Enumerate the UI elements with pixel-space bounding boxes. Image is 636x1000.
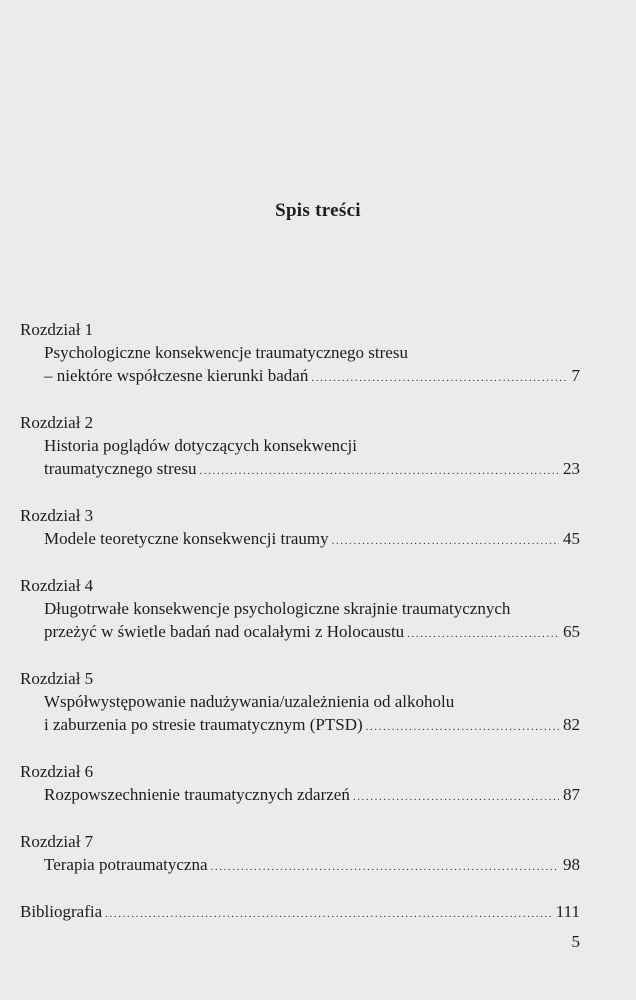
page-reference: 45	[563, 529, 580, 548]
bibliography-label: Bibliografia	[20, 902, 103, 921]
page-reference: 65	[563, 622, 580, 641]
chapter-label: Rozdział 1	[20, 320, 94, 339]
dot-leader	[366, 716, 559, 739]
toc-chapter-6	[20, 760, 580, 809]
toc-entry	[20, 853, 580, 879]
page-reference: 111	[555, 902, 580, 921]
toc-chapter-2	[20, 411, 580, 483]
dot-leader	[311, 367, 567, 390]
dot-leader	[105, 903, 552, 926]
dot-leader	[211, 856, 559, 879]
page-reference: 87	[563, 785, 580, 804]
page-reference: 82	[563, 715, 580, 734]
page-reference: 98	[563, 855, 580, 874]
chapter-title-line: i zaburzenia po stresie traumatycznym (PTSD)	[44, 715, 363, 734]
toc-entry	[20, 457, 580, 483]
chapter-label: Rozdział 2	[20, 413, 94, 432]
chapter-title-line: Terapia potraumatyczna	[44, 855, 208, 874]
dot-leader	[407, 623, 559, 646]
chapter-title-line: przeżyć w świetle badań nad ocalałymi z Holocaustu	[44, 622, 405, 641]
chapter-label: Rozdział 7	[20, 832, 94, 851]
toc-entry	[20, 713, 580, 739]
toc-entry	[20, 900, 580, 926]
chapter-title-line: Rozpowszechnienie traumatycznych zdarzeń	[44, 785, 350, 804]
chapter-title-line: – niektóre współczesne kierunki badań	[44, 366, 309, 385]
chapter-title-line: Psychologiczne konsekwencje traumatycznego stresu	[44, 343, 408, 362]
chapter-label: Rozdział 5	[20, 669, 94, 688]
toc-entry	[20, 527, 580, 553]
chapter-title-line: traumatycznego stresu	[44, 459, 197, 478]
page-number: 5	[571, 932, 580, 951]
toc-chapter-7	[20, 830, 580, 879]
dot-leader	[353, 786, 559, 809]
toc-chapter-3	[20, 504, 580, 553]
chapter-title-line: Współwystępowanie nadużywania/uzależnienia od alkoholu	[44, 692, 455, 711]
toc-entry	[20, 364, 580, 390]
chapter-title-line: Historia poglądów dotyczących konsekwencji	[44, 436, 357, 455]
page-title: Spis treści	[275, 200, 361, 221]
toc-bibliography	[20, 900, 580, 926]
dot-leader	[199, 460, 559, 483]
toc-chapter-4	[20, 574, 580, 646]
table-of-contents	[20, 318, 580, 947]
toc-entry	[20, 783, 580, 809]
chapter-label: Rozdział 3	[20, 506, 94, 525]
page-reference: 23	[563, 459, 580, 478]
dot-leader	[332, 530, 559, 553]
toc-entry	[20, 620, 580, 646]
chapter-label: Rozdział 4	[20, 576, 94, 595]
chapter-title-line: Modele teoretyczne konsekwencji traumy	[44, 529, 329, 548]
toc-chapter-5	[20, 667, 580, 739]
toc-chapter-1	[20, 318, 580, 390]
chapter-label: Rozdział 6	[20, 762, 94, 781]
page-reference: 7	[571, 366, 580, 385]
chapter-title-line: Długotrwałe konsekwencje psychologiczne skrajnie traumatycznych	[44, 599, 511, 618]
